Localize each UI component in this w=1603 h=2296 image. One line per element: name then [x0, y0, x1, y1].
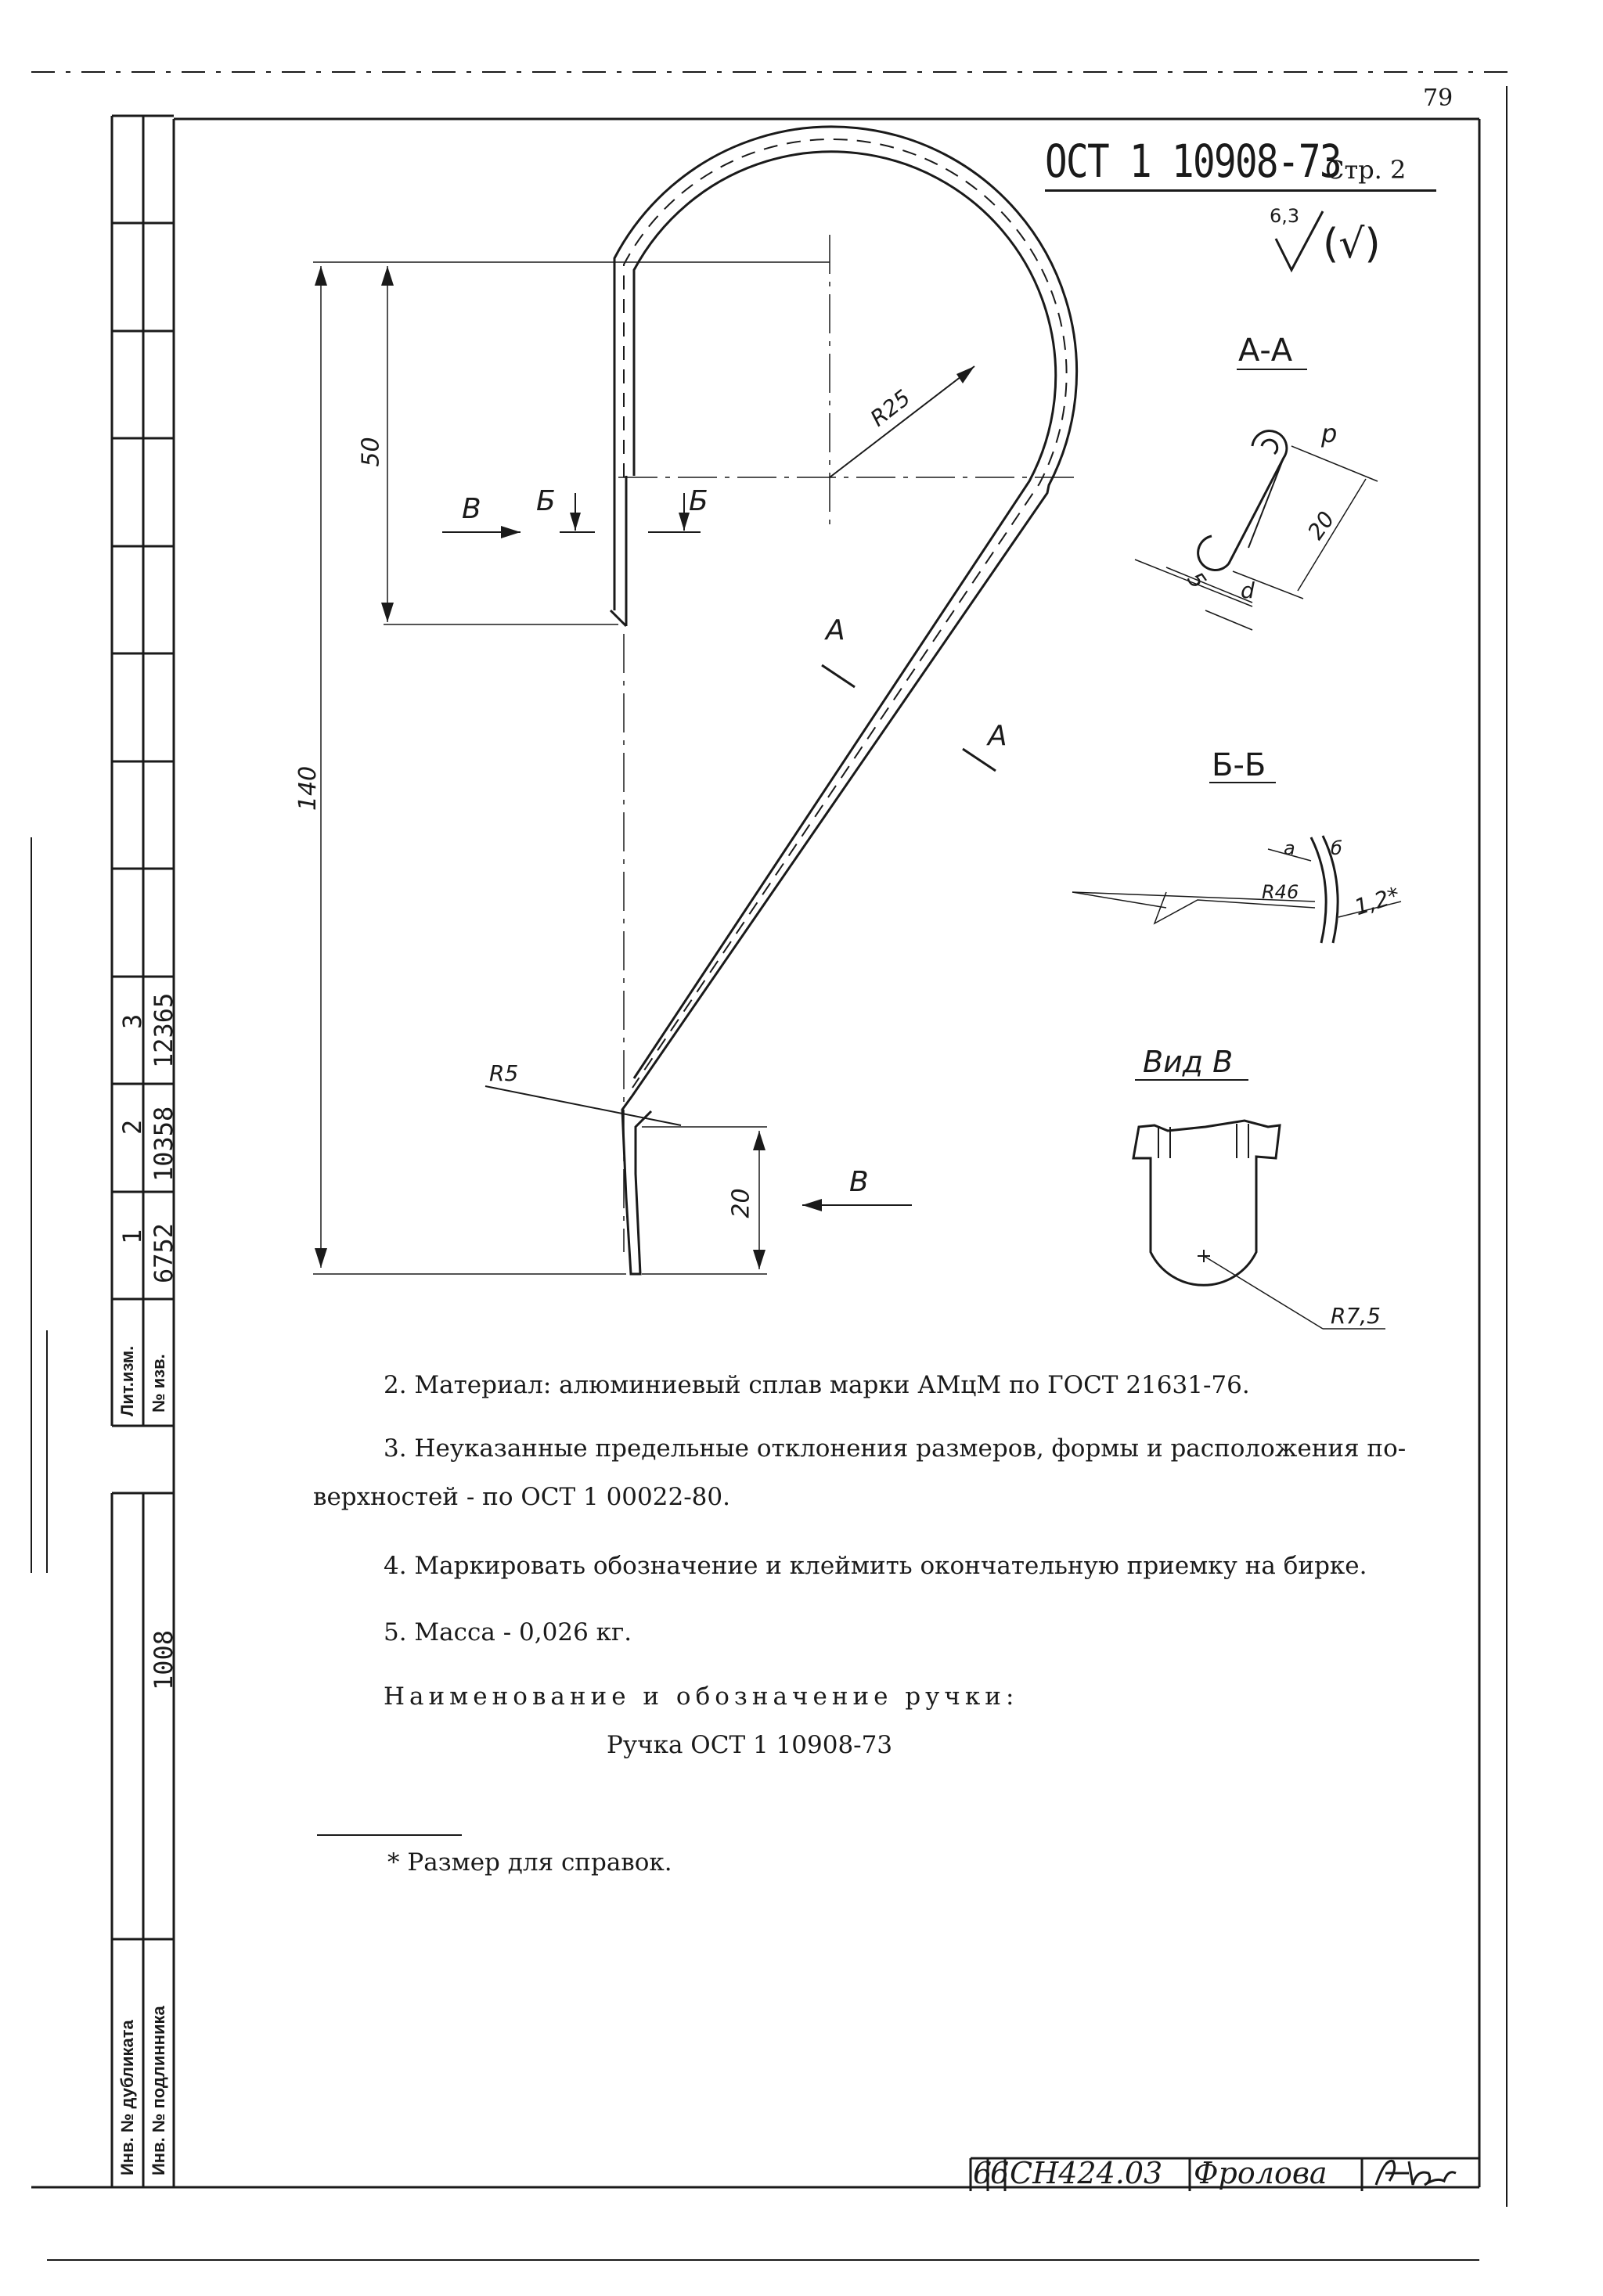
view-v-title: Вид В	[1143, 1045, 1234, 1079]
view-arrow-label-lower: В	[849, 1166, 869, 1198]
section-bb-label-a: а	[1284, 837, 1295, 859]
section-aa-dim-p: р	[1321, 419, 1338, 448]
dim-end-length: 20	[727, 1188, 755, 1218]
side-label-lit: Лит.изм.	[117, 1345, 137, 1416]
roughness-value: 6,3	[1270, 205, 1300, 227]
section-aa-dim-5: 5	[1182, 567, 1212, 594]
view-arrow-label: В	[462, 493, 481, 525]
dim-hook-height: 50	[357, 437, 385, 467]
stamp-cell-4: Фролова	[1194, 2156, 1327, 2190]
header-underline	[1045, 189, 1436, 192]
section-bb-dim-radius: R46	[1262, 881, 1299, 903]
note-2: 2. Материал: алюминиевый сплав марки АМцМ по ГОСТ 21631-76.	[384, 1371, 1250, 1399]
inv-orig-label: Инв. № подлинника	[149, 2006, 168, 2175]
section-a-upper: А	[826, 614, 845, 646]
stamp-cell-3: СН424.03	[1010, 2156, 1163, 2190]
stamp-cell-1: 6	[973, 2156, 992, 2190]
dim-radius-bend: R5	[489, 1060, 519, 1086]
section-aa-dim-20: 20	[1302, 506, 1340, 545]
stamp-cell-2: 6	[990, 2156, 1010, 2190]
section-bb-label-b: б	[1331, 837, 1342, 859]
footnote: * Размер для справок.	[387, 1848, 672, 1877]
name-value: Ручка ОСТ 1 10908-73	[607, 1731, 893, 1759]
name-heading: Наименование и обозначение ручки:	[384, 1682, 1019, 1711]
inv-dup-value: 1008	[149, 1629, 178, 1690]
section-bb-dim-thickness: 1,2*	[1351, 881, 1403, 921]
view-v-dim-radius: R7,5	[1331, 1303, 1381, 1329]
section-b-left: Б	[536, 485, 556, 517]
page-label: Стр. 2	[1325, 155, 1407, 185]
document-code: ОСТ 1 10908-73	[1045, 135, 1341, 188]
section-aa-dim-d: d	[1241, 578, 1255, 603]
section-bb-title: Б-Б	[1212, 747, 1266, 783]
page-number: 79	[1423, 85, 1454, 112]
note-4: 4. Маркировать обозначение и клеймить окончательную приемку на бирке.	[384, 1552, 1367, 1580]
signature	[1370, 2154, 1464, 2193]
side-val-3: 12365	[149, 992, 178, 1068]
inv-dup-label: Инв. № дубликата	[117, 2020, 137, 2175]
dim-overall-height: 140	[294, 765, 322, 812]
section-aa-title: А-А	[1238, 333, 1293, 369]
side-label-no: № изв.	[149, 1354, 168, 1413]
section-b-right: Б	[689, 485, 708, 517]
note-5: 5. Масса - 0,026 кг.	[384, 1618, 632, 1646]
roughness-paren: (√)	[1323, 221, 1381, 268]
note-3-line2: верхностей - по ОСТ 1 00022-80.	[313, 1483, 730, 1511]
side-val-1: 6752	[149, 1222, 178, 1283]
note-3-line1: 3. Неуказанные предельные отклонения размеров, формы и расположения по-	[384, 1434, 1407, 1463]
section-a-lower: А	[988, 720, 1007, 752]
dim-radius-hook: R25	[865, 384, 916, 432]
side-val-2: 10358	[149, 1106, 178, 1182]
side-col-1: 1	[117, 1229, 147, 1244]
side-col-3: 3	[117, 1013, 147, 1029]
side-col-2: 2	[117, 1119, 147, 1135]
